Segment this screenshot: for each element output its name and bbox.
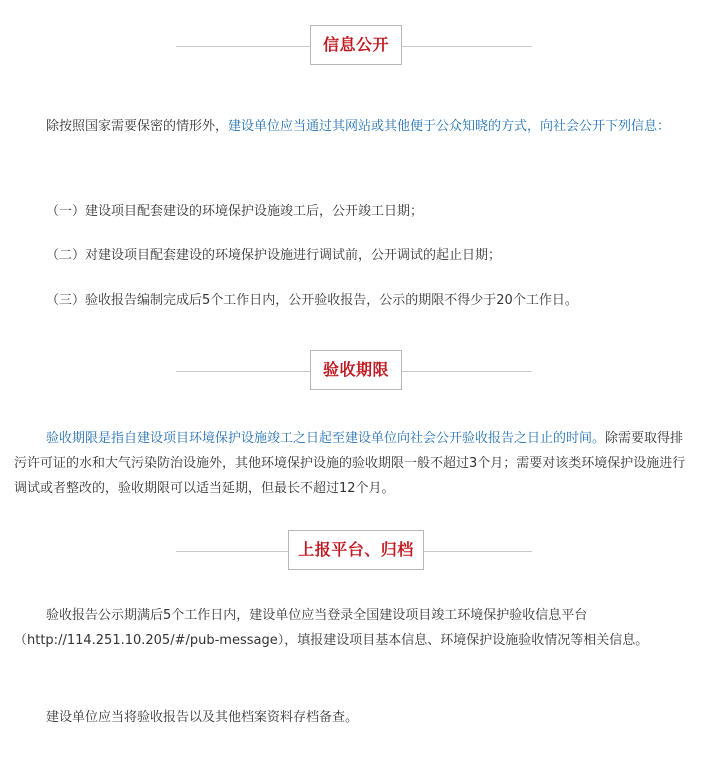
disclosure-item-3: （三）验收报告编制完成后5个工作日内，公开验收报告，公示的期限不得少于20个工作日。	[46, 293, 578, 308]
heading-rule-right	[402, 371, 532, 372]
disclosure-intro-plain: 除按照国家需要保密的情形外，	[46, 119, 229, 134]
deadline-body: 除需要取得排污许可证的水和大气污染防治设施外，其他环境保护设施的验收期限一般不超过3个月；需要对该类环境保护设施进行调试或者整改的，验收期限可以适当延期，但最长不超过12个月。	[14, 431, 686, 496]
section-heading-deadline	[0, 350, 708, 394]
section-heading-report	[0, 530, 708, 574]
heading-title-report: 上报平台、归档	[288, 530, 424, 570]
report-paragraph-1: 验收报告公示期满后5个工作日内，建设单位应当登录全国建设项目竣工环境保护验收信息平台（http://114.251.10.205/#/pub-message），填报建设项目基本信息、环境保护设施验收情况等相关信息。	[14, 608, 649, 648]
heading-rule-left	[176, 371, 310, 372]
deadline-paragraph	[14, 426, 696, 501]
heading-title-deadline: 验收期限	[310, 350, 402, 390]
heading-rule-right	[402, 46, 532, 47]
heading-rule-left	[176, 551, 288, 552]
section-heading-disclosure	[0, 25, 708, 69]
heading-title-disclosure: 信息公开	[310, 25, 402, 65]
disclosure-intro	[14, 114, 696, 139]
disclosure-item-2: （二）对建设项目配套建设的环境保护设施进行调试前，公开调试的起止日期；	[46, 248, 502, 263]
disclosure-item-1: （一）建设项目配套建设的环境保护设施竣工后，公开竣工日期；	[46, 204, 424, 219]
heading-rule-right	[424, 551, 532, 552]
report-paragraph-2: 建设单位应当将验收报告以及其他档案资料存档备查。	[46, 710, 359, 725]
disclosure-intro-highlight: 建设单位应当通过其网站或其他便于公众知晓的方式，向社会公开下列信息：	[228, 119, 671, 134]
deadline-highlight: 验收期限是指自建设项目环境保护设施竣工之日起至建设单位向社会公开验收报告之日止的时间。	[46, 431, 606, 446]
heading-rule-left	[176, 46, 310, 47]
